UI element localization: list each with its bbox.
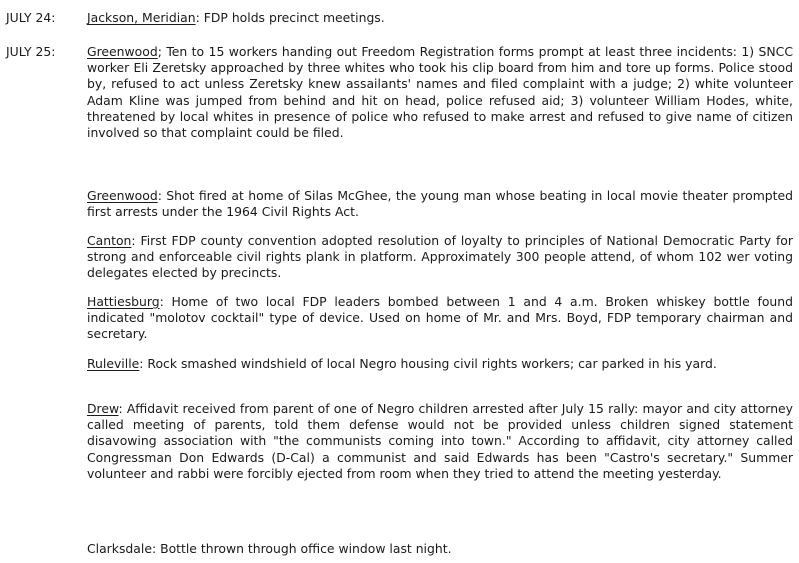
entry-ruleville: Ruleville: Rock smashed windshield of local Negro housing civil rights workers; car parked in his yard.	[87, 356, 717, 371]
entry-location: Clarksdale	[87, 541, 152, 556]
entry-text: Ten to 15 workers handing out Freedom Registration forms prompt at least three incidents: 1) SNCC worker Eli Zeretsky approached by three whites who took his clip board from him and tore up forms. Police stood by, refused to act unless Zeretsky knew assailants' names and filed complaint with a judge; 2) white volunteer Adam Kline was jumped from behind and hit on head, police refused aid; 3) volunteer William Hodes, white, threatened by local whites in presence of police who refused to make arrest and refused to give name of citizen involved so that complaint could be filed.	[87, 44, 793, 141]
entry-separator: ;	[157, 44, 162, 59]
entry-text: Bottle thrown through office window last night.	[160, 541, 452, 556]
entry-jackson-meridian: Jackson, Meridian: FDP holds precinct meetings.	[87, 10, 385, 25]
entry-canton: Canton: First FDP county convention adopted resolution of loyalty to principles of National Democratic Party for strong and enforceable civil rights plank in platform. Approximately 300 people attend, of whom 102 wer voting delegates elected by precincts.	[87, 233, 793, 281]
entry-text: First FDP county convention adopted resolution of loyalty to principles of National Democratic Party for strong and enforceable civil rights plank in platform. Approximately 300 people attend, of whom 102 wer voting delegates elected by precincts.	[87, 233, 793, 281]
entry-location: Jackson, Meridian	[87, 10, 196, 25]
entry-location: Ruleville	[87, 356, 140, 371]
entry-greenwood-incidents	[87, 44, 793, 141]
entry-clarksdale: Clarksdale: Bottle thrown through office window last night.	[87, 541, 452, 556]
entry-location: Greenwood	[87, 44, 158, 59]
entry-hattiesburg: Hattiesburg: Home of two local FDP leaders bombed between 1 and 4 a.m. Broken whiskey bottle found indicated "molotov cocktail" type of device. Used on home of Mr. and Mrs. Boyd, FDP temporary chairman and secretary.	[87, 294, 793, 342]
entry-drew: Drew: Affidavit received from parent of one of Negro children arrested after July 15 rally: mayor and city attorney called meeting of parents, told them defense would not be provided unless children signed statement disavowing association with "the communists coming into town." According to affidavit, city attorney called Congressman Don Edwards (D-Cal) a communist and said Edwards has been "Castro's secretary." Summer volunteer and rabbi were forcibly ejected from room when they tried to attend the meeting yesterday.	[87, 401, 793, 481]
entry-text: Affidavit received from parent of one of Negro children arrested after July 15 rally: mayor and city attorney called meeting of parents, told them defense would not be provided unless children signed statement disavowing association with "the communists coming into town." According to affidavit, city attorney called Congressman Don Edwards (D-Cal) a communist and said Edwards has been "Castro's secretary." Summer volunteer and rabbi were forcibly ejected from room when they tried to attend the meeting yesterday.	[87, 401, 793, 481]
date-label-july-24: JULY 24:	[6, 10, 56, 25]
entry-text: Home of two local FDP leaders bombed between 1 and 4 a.m. Broken whiskey bottle found indicated "molotov cocktail" type of device. Used on home of Mr. and Mrs. Boyd, FDP temporary chairman and secretary.	[87, 294, 793, 342]
date-label-july-25: JULY 25:	[6, 44, 56, 59]
entry-location: Hattiesburg	[87, 294, 160, 309]
entry-text: FDP holds precinct meetings.	[203, 10, 385, 25]
entry-location: Drew	[87, 401, 119, 416]
entry-greenwood-shot: Greenwood: Shot fired at home of Silas McGhee, the young man whose beating in local movie theater prompted first arrests under the 1964 Civil Rights Act.	[87, 188, 793, 220]
entry-text: Shot fired at home of Silas McGhee, the young man whose beating in local movie theater prompted first arrests under the 1964 Civil Rights Act.	[87, 188, 793, 220]
entry-location: Greenwood	[87, 188, 158, 203]
entry-text: Rock smashed windshield of local Negro housing civil rights workers; car parked in his yard.	[147, 356, 717, 371]
entry-location: Canton	[87, 233, 132, 248]
